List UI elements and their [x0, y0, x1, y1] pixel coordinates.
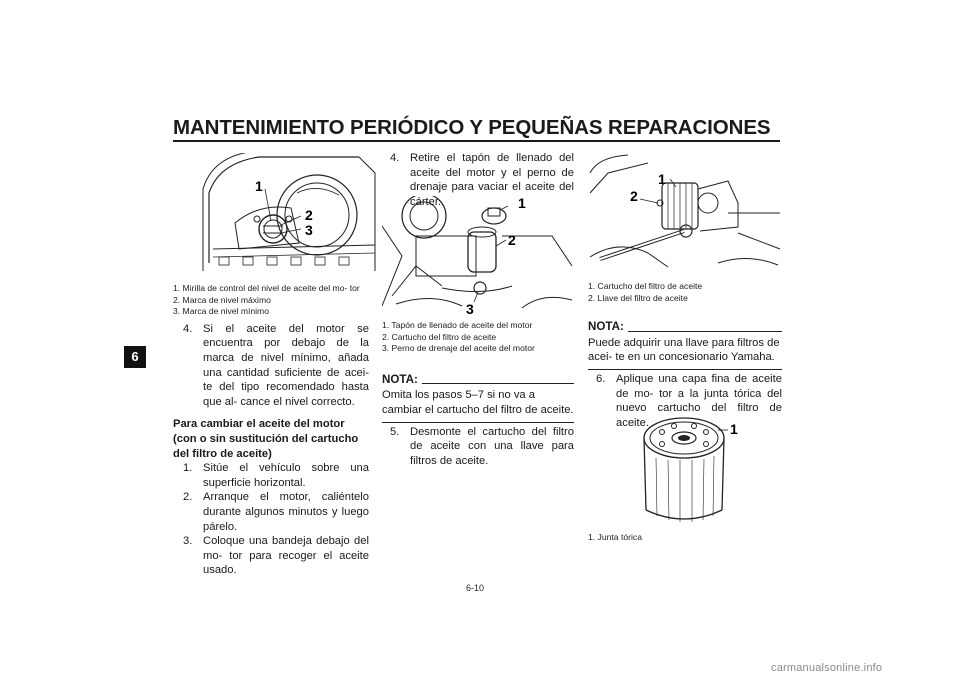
title-rule [173, 140, 780, 142]
caption-item: 2. Marca de nivel máximo [173, 294, 271, 305]
callout-2: 2 [630, 188, 638, 204]
step-4-add-oil [173, 322, 369, 410]
section-heading-change-oil: Para cambiar el aceite del motor (con o sin sustitución del cartucho del filtro de aceite) [173, 418, 359, 460]
nota-end-rule [382, 422, 574, 423]
caption-item: 2. Cartucho del filtro de aceite [382, 331, 497, 342]
step-text: Sitúe el vehículo sobre una superficie horizontal. [203, 462, 369, 489]
step-number: 4. [390, 152, 400, 164]
nota-rule [422, 383, 574, 384]
step-number: 1. [183, 462, 193, 475]
step-number: 4. [183, 322, 193, 335]
callout-3: 3 [466, 301, 474, 316]
step-text: Retire el tapón de llenado del aceite del motor y el perno de drenaje para vaciar el aceite del cárter. [410, 152, 574, 208]
step-number: 5. [390, 425, 400, 438]
callout-3: 3 [305, 222, 313, 238]
step-text: Coloque una bandeja debajo del mo- tor para recoger el aceite usado. [203, 535, 369, 577]
callout-2: 2 [305, 207, 313, 223]
step-text: Aplique una capa fina de aceite de mo- tor a la junta tórica del nuevo cartucho del filtro de aceite. [616, 372, 782, 429]
section-tab: 6 [124, 346, 146, 368]
watermark: carmanualsonline.info [771, 662, 883, 674]
engine-drain-illustration [382, 196, 576, 316]
nota-header [382, 373, 574, 388]
nota-header [588, 320, 782, 335]
figure-4-captions [588, 532, 748, 544]
nota-label: NOTA: [588, 320, 624, 334]
filter-wrench-illustration [588, 153, 782, 275]
callout-1: 1 [255, 178, 263, 194]
figure-4-caption-block [588, 532, 748, 544]
step-2 [173, 490, 369, 534]
engine-sight-glass-illustration [199, 153, 377, 277]
caption-item: 2. Llave del filtro de aceite [588, 292, 688, 303]
column-1 [173, 283, 369, 578]
step-number: 3. [183, 535, 193, 548]
nota-label: NOTA: [382, 372, 418, 386]
page-title: MANTENIMIENTO PERIÓDICO Y PEQUEÑAS REPARACIONES [173, 116, 771, 139]
caption-item: 1. Cartucho del filtro de aceite [588, 281, 703, 291]
step-text: Desmonte el cartucho del filtro de aceite con una llave para filtros de aceite. [410, 425, 574, 467]
caption-item: 3. Marca de nivel mínimo [173, 306, 269, 317]
nota-text: Puede adquirir una llave para filtros de acei- te en un concesionario Yamaha. [588, 336, 780, 364]
step-text: Si el aceite del motor se encuentra por debajo de la marca de nivel mínimo, añada una cantidad suficiente de acei- te del tipo recomendado hasta que al- cance el nivel correcto. [203, 322, 369, 408]
figure-oil-level-window [199, 153, 377, 277]
caption-item: 1. Tapón de llenado de aceite del motor [382, 320, 533, 330]
figure-3-captions [588, 281, 782, 304]
nota-text: Omita los pasos 5–7 si no va a cambiar el cartucho del filtro de aceite. [382, 389, 574, 416]
figure-filter-wrench [588, 153, 782, 275]
figure-1-captions [173, 283, 369, 318]
step-5-remove-filter [382, 425, 574, 469]
figure-2-captions [382, 320, 574, 355]
callout-1: 1 [730, 421, 738, 437]
step-3 [173, 534, 369, 578]
column-2-bottom [382, 320, 574, 468]
step-number: 6. [596, 372, 606, 385]
callout-1: 1 [658, 171, 666, 187]
callout-1: 1 [518, 196, 526, 211]
nota-end-rule [588, 369, 782, 370]
figure-oil-filter-cartridge [636, 410, 746, 530]
column-3 [588, 281, 782, 430]
caption-item: 1. Mirilla de control del nivel de aceite del mo- tor [173, 283, 360, 293]
callout-2: 2 [508, 232, 516, 248]
page-number: 6-10 [466, 583, 485, 593]
figure-oil-drain [382, 196, 576, 316]
caption-item: 3. Perno de drenaje del aceite del motor [382, 343, 535, 354]
oil-filter-illustration [636, 410, 746, 530]
step-number: 2. [183, 491, 193, 504]
step-1 [173, 461, 369, 490]
nota-rule [628, 331, 782, 332]
step-text: Arranque el motor, caliéntelo durante algunos minutos y luego párelo. [203, 491, 369, 533]
caption-item: 1. Junta tórica [588, 532, 642, 542]
